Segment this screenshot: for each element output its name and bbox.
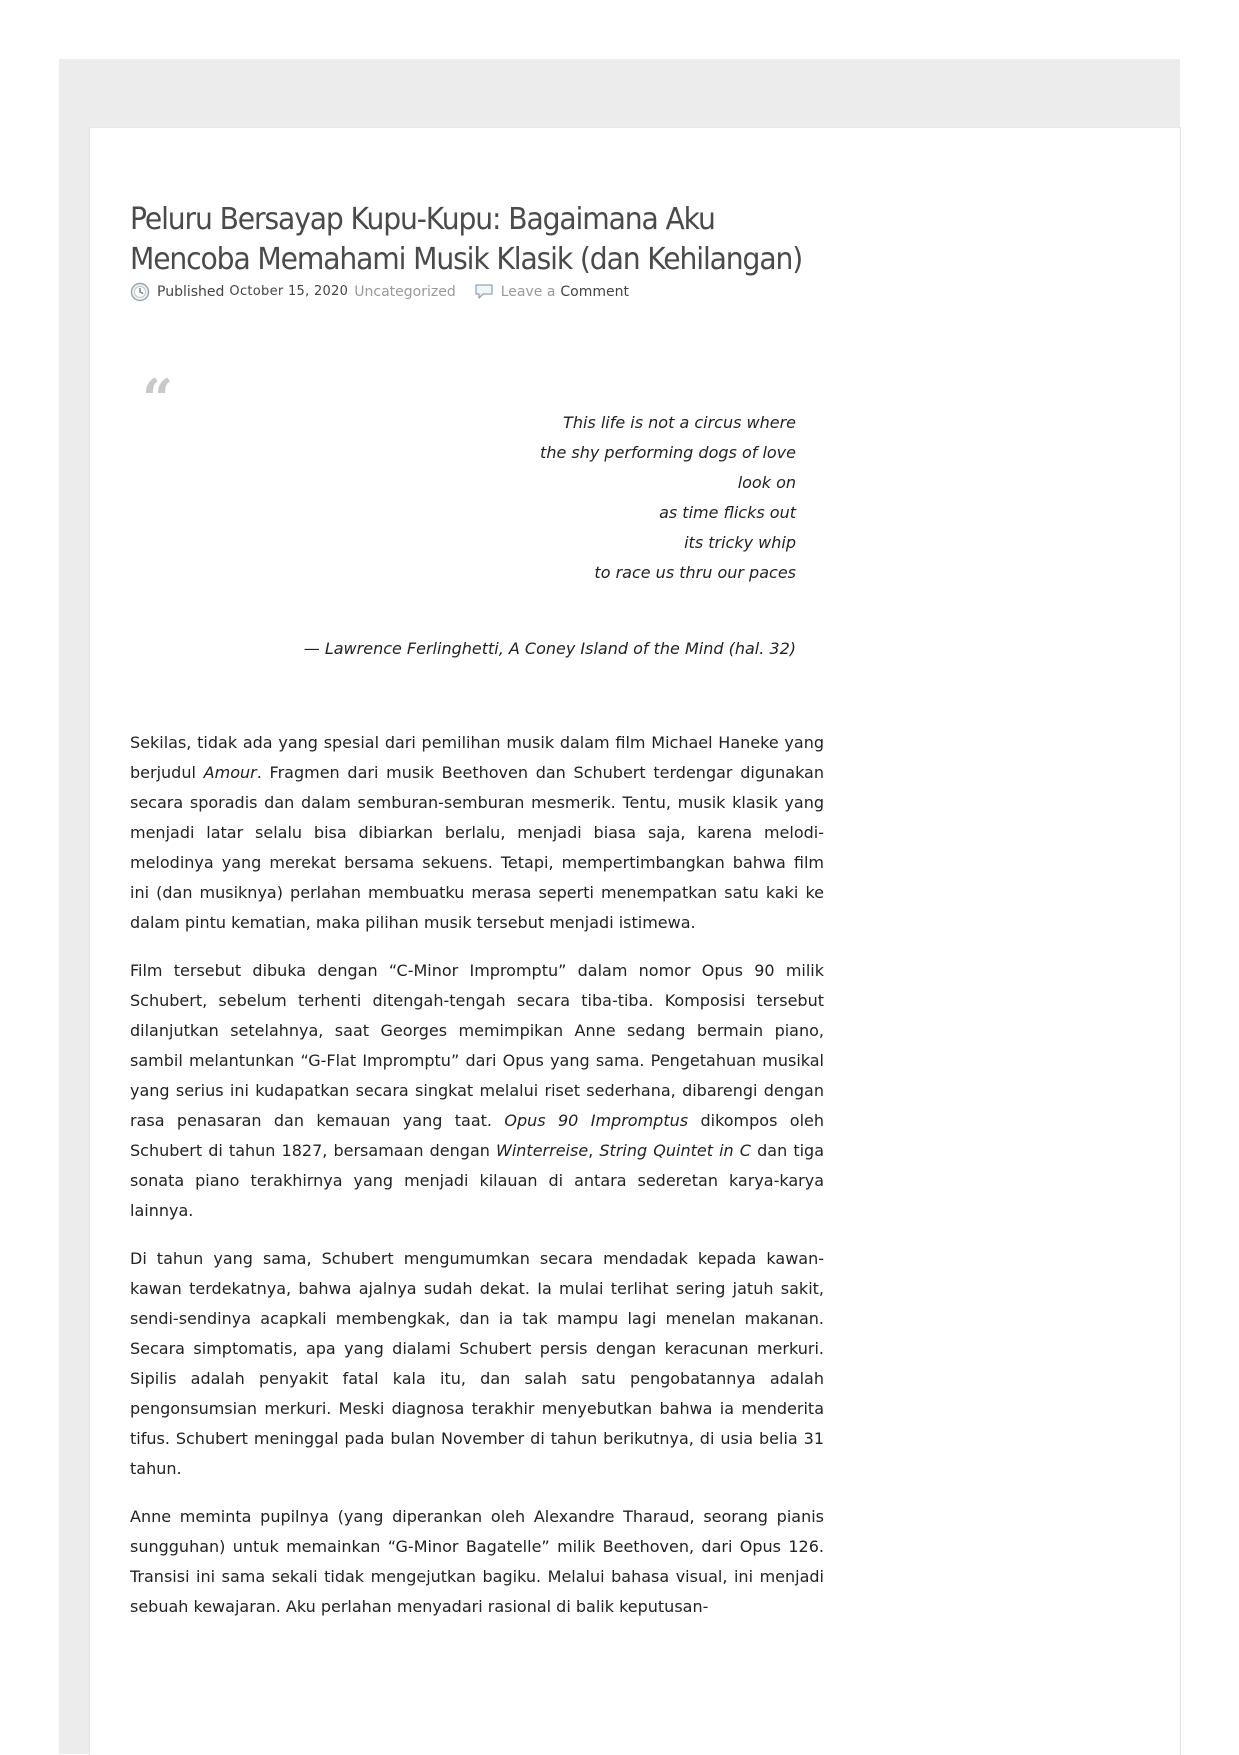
paragraph-text: Film tersebut dibuka dengan “C-Minor Impromptu” dalam nomor Opus 90 milik Schubert, sebelum terhenti ditengah-tengah secara tiba-tiba. Komposisi tersebut dilanjutkan setelahnya, saat Georges memimpikan Anne sedang bermain piano, sambil melantunkan “G-Flat Impromptu” dari Opus yang sama. Pengetahuan musikal yang serius ini kudapatkan secara singkat melalui riset sederhana, dibarengi dengan rasa penasaran dan kemauan yang taat. (130, 961, 824, 1130)
poem-lines (540, 408, 796, 588)
poem-line: its tricky whip (684, 533, 796, 552)
paragraph (130, 1502, 824, 1622)
paragraph-text: dan tiga sonata piano terakhirnya yang menjadi kilauan di antara sederetan karya-karya lainnya. (130, 1141, 825, 1220)
italic-text: String Quintet in C (599, 1141, 751, 1160)
italic-text: Amour (203, 763, 257, 782)
poem-line: to race us thru our paces (594, 563, 796, 582)
poem-line: the shy performing dogs of love (540, 443, 796, 462)
italic-text: Opus 90 Impromptus (504, 1111, 689, 1130)
leave-a-label: Leave a (500, 284, 556, 300)
paragraph-text: Sekilas, tidak ada yang spesial dari pemilihan musik dalam film Michael Haneke yang berjudul (130, 733, 824, 782)
paragraph (130, 1244, 824, 1484)
post-title-line-2[interactable]: Mencoba Memahami Musik Klasik (dan Kehilangan) (130, 242, 803, 277)
quote-attribution: — Lawrence Ferlinghetti, A Coney Island of the Mind (hal. 32) (303, 639, 796, 658)
post-content (130, 200, 824, 1640)
paragraph-text: Anne meminta pupilnya (yang diperankan oleh Alexandre Tharaud, seorang pianis sungguhan) untuk memainkan “G-Minor Bagatelle” milik Beethoven, dari Opus 126. Transisi ini sama sekali tidak mengejutkan bagiku. Melalui bahasa visual, ini menjadi sebuah kewajaran. Aku perlahan menyadari rasional di balik keputusan- (130, 1507, 824, 1616)
paragraph-text: Di tahun yang sama, Schubert mengumumkan secara mendadak kepada kawan-kawan terdekatnya, bahwa ajalnya sudah dekat. Ia mulai terlihat sering jatuh sakit, sendi-sendinya acapkali membengkak, dan ia tak mampu lagi menelan makanan. Secara simptomatis, apa yang dialami Schubert persis dengan keracunan merkuri. Sipilis adalah penyakit fatal kala itu, dan salah satu pengobatannya adalah pengonsumsian merkuri. Meski diagnosa terakhir menyebutkan bahwa ia menderita tifus. Schubert meninggal pada bulan November di tahun berikutnya, di usia belia 31 tahun. (130, 1249, 824, 1478)
post-title[interactable] (130, 200, 803, 280)
paragraph-text: . Fragmen dari musik Beethoven dan Schubert terdengar digunakan secara sporadis dan dalam semburan-semburan mesmerik. Tentu, musik klasik yang menjadi latar selalu bisa dibiarkan berlalu, menjadi biasa saja, karena melodi-melodinya yang merekat bersama sekuens. Tetapi, mempertimbangkan bahwa film ini (dan musiknya) perlahan membuatku merasa seperti menempatkan satu kaki ke dalam pintu kematian, maka pilihan musik tersebut menjadi istimewa. (130, 763, 824, 932)
poem-line: This life is not a circus where (563, 413, 796, 432)
speech-bubble-icon (474, 283, 494, 301)
paragraph (130, 728, 824, 938)
post-title-line-1[interactable]: Peluru Bersayap Kupu-Kupu: Bagaimana Aku (130, 202, 715, 237)
paragraph-text: , (588, 1141, 600, 1160)
post-meta (130, 282, 824, 302)
poem-line: as time flicks out (659, 503, 796, 522)
comment-link[interactable]: Comment (560, 284, 629, 300)
paragraph (130, 956, 824, 1226)
poem-line: look on (737, 473, 796, 492)
paragraph-text: dikompos oleh Schubert di tahun 1827, bersamaan dengan (130, 1111, 825, 1160)
post-date[interactable]: October 15, 2020 (229, 284, 349, 299)
article-body (130, 728, 824, 1622)
published-label: Published (157, 284, 225, 300)
italic-text: Winterreise (496, 1141, 589, 1160)
category-link[interactable]: Uncategorized (354, 284, 456, 300)
quote-mark-icon: “ (142, 367, 174, 431)
clock-icon (130, 282, 150, 302)
blockquote (130, 360, 824, 660)
